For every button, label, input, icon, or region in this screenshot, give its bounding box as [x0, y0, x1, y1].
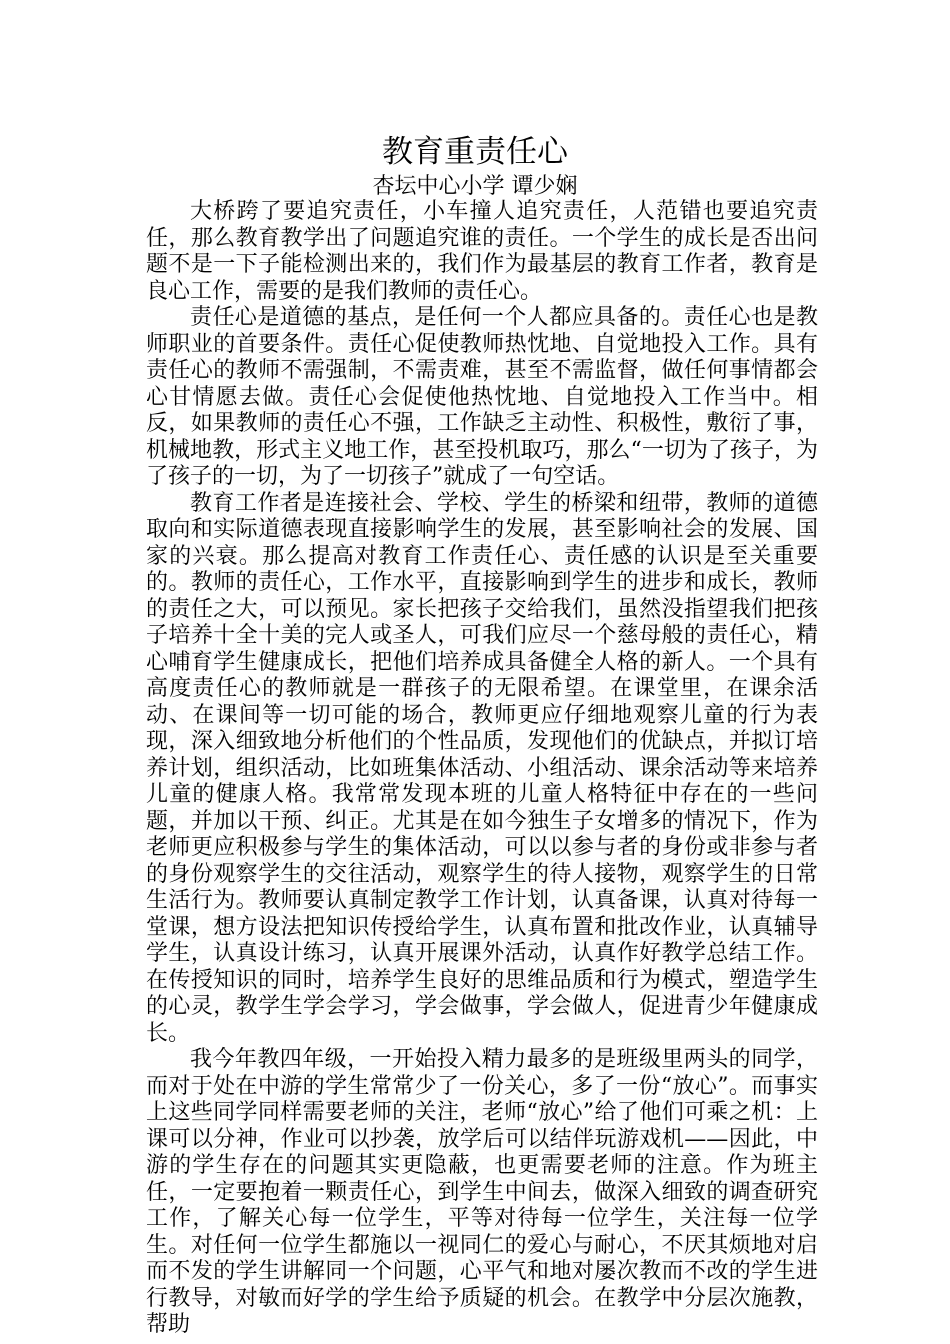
document-body	[146, 199, 818, 1339]
paragraph-4: 我今年教四年级，一开始投入精力最多的是班级里两头的同学，而对于处在中游的学生常常少了一份关心，多了一份“放心”。而事实上这些同学同样需要老师的关注，老师“放心”给了他们可乘之机：上课可以分神，作业可以抄袭，放学后可以结伴玩游戏机——因此，中游的学生存在的问题其实更隐蔽，也更需要老师的注意。作为班主任，一定要抱着一颗责任心，到学生中间去，做深入细致的调查研究工作，了解关心每一位学生，平等对待每一位学生，关注每一位学生。对任何一位学生都施以一视同仁的爱心与耐心，不厌其烦地对启而不发的学生讲解同一个问题，心平气和地对屡次教而不改的学生进行教导，对敏而好学的学生给予质疑的机会。在教学中分层次施教，帮助	[146, 1047, 818, 1337]
document-title: 教育重责任心	[382, 134, 568, 170]
paragraph-1: 大桥跨了要追究责任，小车撞人追究责任，人范错也要追究责任，那么教育教学出了问题追究谁的责任。一个学生的成长是否出问题不是一下子能检测出来的，我们作为最基层的教育工作者，教育是良心工作，需要的是我们教师的责任心。	[146, 199, 818, 304]
document-author: 杏坛中心小学 谭少娴	[372, 174, 578, 199]
paragraph-3: 教育工作者是连接社会、学校、学生的桥梁和纽带，教师的道德取向和实际道德表现直接影响学生的发展，甚至影响社会的发展、国家的兴衰。那么提高对教育工作责任心、责任感的认识是至关重要的。教师的责任心，工作水平，直接影响到学生的进步和成长，教师的责任之大，可以预见。家长把孩子交给我们，虽然没指望我们把孩子培养十全十美的完人或圣人，可我们应尽一个慈母般的责任心，精心哺育学生健康成长，把他们培养成具备健全人格的新人。一个具有高度责任心的教师就是一群孩子的无限希望。在课堂里，在课余活动、在课间等一切可能的场合，教师更应仔细地观察儿童的行为表现，深入细致地分析他们的个性品质，发现他们的优缺点，并拟订培养计划，组织活动，比如班集体活动、小组活动、课余活动等来培养儿童的健康人格。我常常发现本班的儿童人格特征中存在的一些问题，并加以干预、纠正。尤其是在如今独生子女增多的情况下，作为老师更应积极参与学生的集体活动，可以以参与者的身份或非参与者的身份观察学生的交往活动，观察学生的待人接物，观察学生的日常生活行为。教师要认真制定教学工作计划，认真备课，认真对待每一堂课，想方设法把知识传授给学生，认真布置和批改作业，认真辅导学生，认真设计练习，认真开展课外活动，认真作好教学总结工作。在传授知识的同时，培养学生良好的思维品质和行为模式，塑造学生的心灵，教学生学会学习，学会做事，学会做人，促进青少年健康成长。	[146, 490, 818, 1046]
paragraph-2: 责任心是道德的基点，是任何一个人都应具备的。责任心也是教师职业的首要条件。责任心促使教师热忱地、自觉地投入工作。具有责任心的教师不需强制，不需责难，甚至不需监督，做任何事情都会心甘情愿去做。责任心会促使他热忱地、自觉地投入工作当中。相反，如果教师的责任心不强，工作缺乏主动性、积极性，敷衍了事，机械地教，形式主义地工作，甚至投机取巧，那么“一切为了孩子，为了孩子的一切，为了一切孩子”就成了一句空话。	[146, 305, 818, 489]
